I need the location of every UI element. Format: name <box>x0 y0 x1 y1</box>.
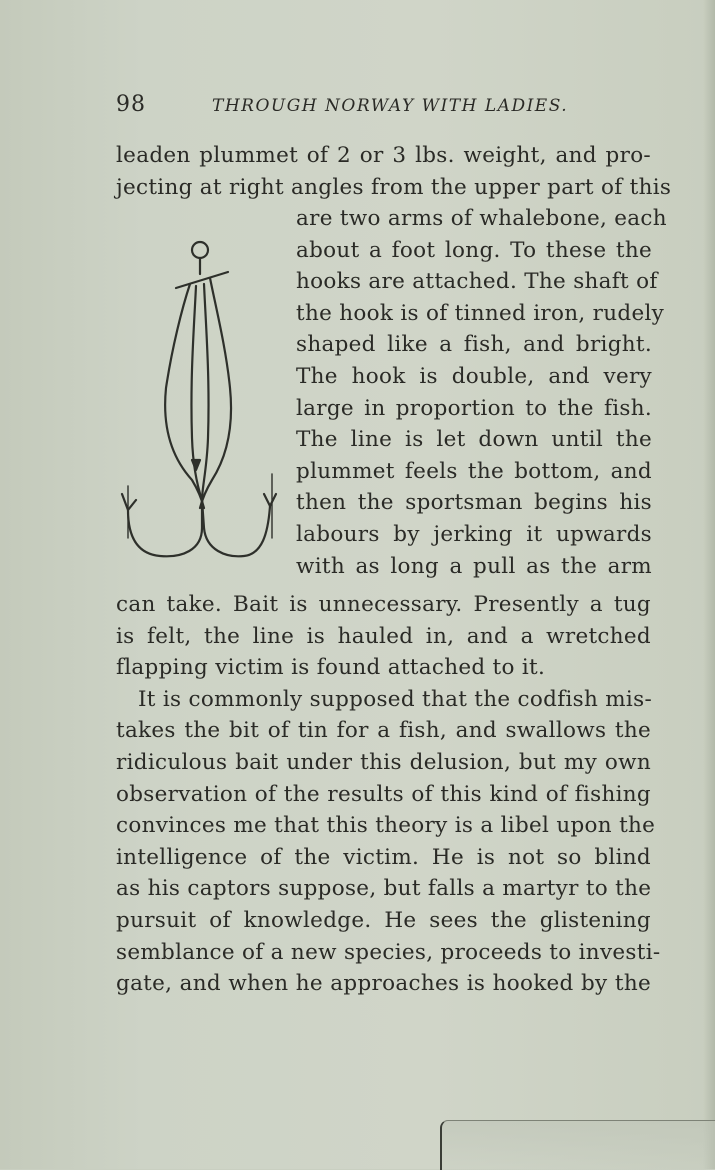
text-line: are two arms of whalebone, each <box>296 206 667 231</box>
running-head: THROUGH NORWAY WITH LADIES. <box>212 96 569 116</box>
text-line: labours by jerking it upwards <box>296 521 652 547</box>
text-line: the hook is of tinned iron, rudely <box>296 300 665 326</box>
text-line: shaped like a fish, and bright. <box>296 332 652 358</box>
page-edge-shadow <box>703 0 715 1169</box>
page-header <box>116 92 586 122</box>
text-line: with as long a pull as the arm <box>296 553 652 579</box>
text-line: then the sportsman begins his <box>296 490 652 516</box>
text-line: as his captors suppose, but falls a martyr to the <box>116 876 652 902</box>
text-line: plummet feels the bottom, and <box>296 458 652 484</box>
text-line: is felt, the line is hauled in, and a wretched <box>116 623 651 649</box>
text-line: hooks are attached. The shaft of <box>296 269 658 295</box>
text-line: The hook is double, and very <box>296 363 652 389</box>
paragraph-1-top <box>116 140 672 203</box>
text-line: The line is let down until the <box>296 427 652 453</box>
text-line: takes the bit of tin for a fish, and swallows the <box>116 718 651 744</box>
text-line: observation of the results of this kind of fishing <box>116 781 651 807</box>
text-line: semblance of a new species, proceeds to investi- <box>116 939 661 965</box>
text-line: can take. Bait is unnecessary. Presently a tug <box>116 592 651 617</box>
text-line: ridiculous bait under this delusion, but my own <box>116 749 651 775</box>
text-line: jecting at right angles from the upper part of this <box>116 174 672 200</box>
page-number: 98 <box>116 92 146 117</box>
text-line: pursuit of knowledge. He sees the glistening <box>116 907 651 933</box>
text-line: gate, and when he approaches is hooked by the <box>116 971 651 997</box>
double-fish-hook-icon <box>116 238 282 568</box>
text-line: large in proportion to the fish. <box>296 395 652 421</box>
text-line: about a foot long. To these the <box>296 237 652 263</box>
text-line: flapping victim is found attached to it. <box>116 655 546 681</box>
text-line: leaden plummet of 2 or 3 lbs. weight, and pro- <box>116 143 651 168</box>
paragraph-1-bottom <box>116 589 661 1000</box>
paragraph-1-wrapped <box>296 203 667 582</box>
text-line: convinces me that this theory is a libel upon the <box>116 813 656 839</box>
hook-eye <box>192 242 208 258</box>
text-line: It is commonly supposed that the codfish mis- <box>138 686 653 712</box>
text-line: intelligence of the victim. He is not so blind <box>116 844 651 870</box>
page-corner-tab <box>440 1120 715 1170</box>
hook-drawing <box>122 242 276 556</box>
